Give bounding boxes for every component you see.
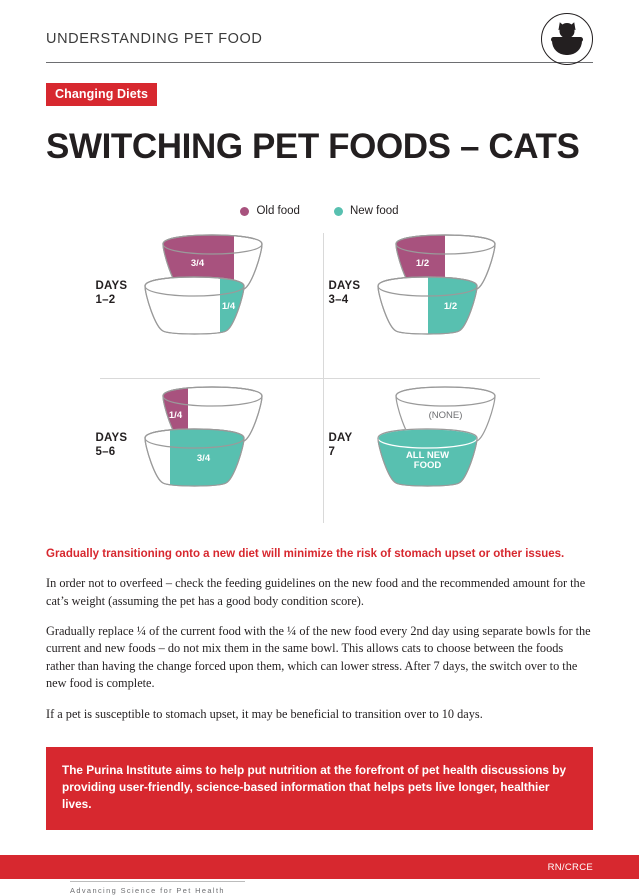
bowl-amount-day-7-top: (NONE) (428, 410, 463, 421)
brand-divider (70, 881, 245, 882)
legend-swatch-new (334, 207, 343, 216)
mission-callout: The Purina Institute aims to help put nutrition at the forefront of pet health discussions by providing user-friendly, science-based information that helps pets live longer, healthier lives. (46, 747, 593, 829)
brand-tagline: Advancing Science for Pet Health (70, 885, 225, 895)
header-title: UNDERSTANDING PET FOOD (46, 31, 263, 47)
legend-item-new-food (334, 205, 399, 217)
cat-bowl-icon (541, 13, 593, 65)
bowl-bottom-days-1-2 (142, 275, 247, 337)
bowl-bottom-days-5-6 (142, 427, 247, 489)
header-divider (46, 62, 593, 63)
page-header (46, 0, 593, 62)
body-paragraph-3: If a pet is susceptible to stomach upset, it may be beneficial to transition over to 10 days. (46, 706, 483, 721)
day-label-5-6: DAYS 5–6 (95, 432, 128, 459)
bowl-amount-days-1-2-bottom: 1/4 (221, 301, 236, 312)
body-paragraph-2: Gradually replace ¼ of the current food with the ¼ of the new food every 2nd day using separate bowls for the current and new foods – do not mix them in the same bowl. This allows cats to choose between the foods rather than having the change forced upon them, which can lower stress. After 7 days, the switch over to the new food is complete. (46, 624, 591, 691)
bowl-bottom-day-7 (375, 427, 480, 489)
bowl-bottom-days-3-4 (375, 275, 480, 337)
legend-swatch-old (240, 207, 249, 216)
bowl-amount-days-1-2-top: 3/4 (190, 258, 205, 269)
legend-label-old: Old food (256, 205, 300, 217)
footer-code: RN/CRCE (547, 861, 593, 873)
category-tag: Changing Diets (46, 83, 157, 106)
transition-diagram (90, 227, 550, 532)
footer-bar (0, 855, 639, 879)
legend-label-new: New food (349, 205, 399, 217)
quadrant-day-7 (323, 379, 553, 529)
body-paragraph-1: In order not to overfeed – check the feeding guidelines on the new food and the recommended amount for the cat’s weight (assuming the pet has a good body condition score). (46, 576, 586, 608)
chart-legend (46, 205, 593, 217)
bowl-amount-days-3-4-bottom: 1/2 (443, 301, 458, 312)
bowl-amount-days-5-6-bottom: 3/4 (196, 453, 211, 464)
page-title: SWITCHING PET FOODS – CATS (46, 127, 580, 166)
bowl-amount-day-7-bottom: ALL NEW FOOD (405, 450, 450, 472)
bowl-amount-days-3-4-top: 1/2 (415, 258, 430, 269)
day-label-1-2: DAYS 1–2 (95, 280, 128, 307)
quadrant-days-5-6 (90, 379, 320, 529)
quadrant-days-1-2 (90, 227, 320, 377)
legend-item-old-food (240, 205, 299, 217)
bowl-amount-days-5-6-top: 1/4 (168, 410, 183, 421)
day-label-7: DAY 7 (328, 432, 353, 459)
day-label-3-4: DAYS 3–4 (328, 280, 361, 307)
lead-paragraph: Gradually transitioning onto a new diet will minimize the risk of stomach upset or other issues. (46, 548, 565, 560)
quadrant-days-3-4 (323, 227, 553, 377)
